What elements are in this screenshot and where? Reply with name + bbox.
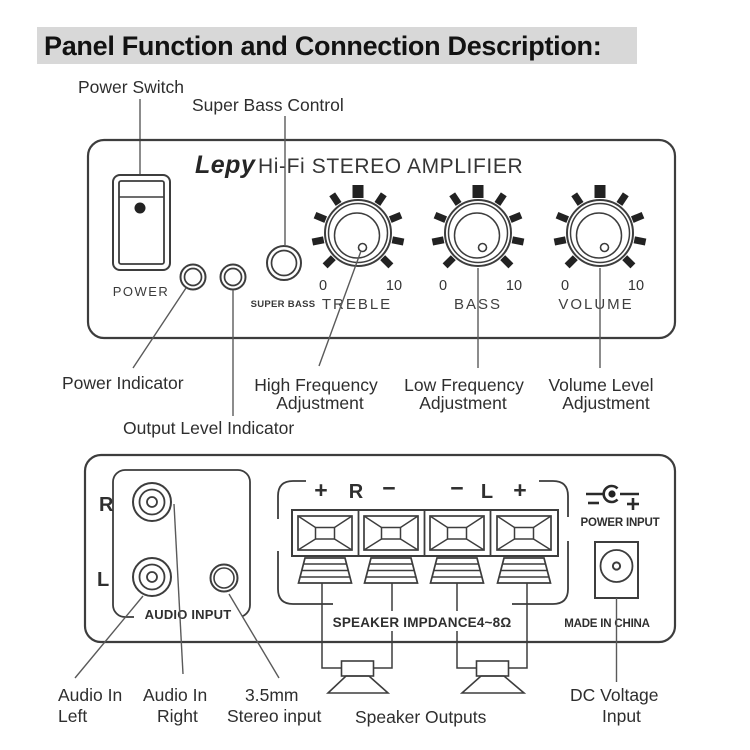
terminal-cell-diagonal [534,539,552,550]
page-title: Panel Function and Connection Description: [44,31,602,61]
knob-tick [452,194,458,204]
terminal-cell-diagonal [298,516,316,528]
speaker-outputs-label: Speaker Outputs [355,707,487,727]
dc-polarity-icon [586,486,639,510]
terminal-cell-center [448,528,467,540]
terminal-cell-diagonal [467,516,485,528]
terminal-cell-diagonal [430,516,448,528]
rear-panel [85,455,675,693]
rca-jack-left [133,558,171,596]
terminal-cell-diagonal [335,539,353,550]
volume-min: 0 [560,278,570,294]
audio-input-label: AUDIO INPUT [144,607,232,622]
super-bass-knob [251,246,316,310]
knob-tick-top [353,185,364,198]
dc-voltage-label-line2: Input [602,706,641,726]
treble-max: 10 [385,278,403,294]
bass-knob-pointer [479,244,487,252]
power-indicator-label: Power Indicator [62,373,184,393]
high-frequency-label-line2: Adjustment [276,393,364,413]
terminal-minus-right-channel: − [382,475,396,501]
power-input-label: POWER INPUT [580,517,660,529]
output-level-indicator-label: Output Level Indicator [123,418,295,438]
knob-tick [392,240,403,242]
super-bass-label: SUPER BASS [250,299,316,310]
knob-tick [445,258,453,266]
impedance-label: SPEAKER IMPDANCE4~8Ω [332,615,512,630]
terminal-r-label: R [348,481,364,503]
volume-level-label-line1: Volume Level [548,375,654,395]
terminal-cell-center [316,528,335,540]
low-frequency-label-line2: Adjustment [419,393,507,413]
speaker-icon-left-channel [462,661,524,693]
knob-tick [567,258,575,266]
knob-tick [574,194,580,204]
knob-tick [510,215,521,219]
rca-right-label: R [99,494,114,516]
knob-tick [634,240,645,242]
knob-tick [632,215,643,219]
rca-left-label: L [97,569,110,591]
audio-input-section [97,470,250,622]
knob-tick [390,215,401,219]
terminal-cell-diagonal [534,516,552,528]
terminal-cell-diagonal [401,516,419,528]
speaker-terminal-block [292,510,558,583]
title-bar [37,27,637,64]
audio-in-left-label-line1: Audio In [58,685,123,705]
low-frequency-label-line1: Low Frequency [404,375,524,395]
knob-tick [312,240,323,242]
terminal-cell-diagonal [497,539,515,550]
terminal-l-label: L [480,481,494,503]
volume-max: 10 [627,278,645,294]
stereo-input-label-line1: 3.5mm [245,685,299,705]
audio-in-right-leader [174,504,183,674]
terminal-cell-diagonal [364,516,382,528]
terminal-cell-diagonal [467,539,485,550]
brand-logo: Lepy [195,151,256,179]
knob-tick-top [595,185,606,198]
dc-jack-barrel [601,550,633,582]
front-panel [88,140,675,338]
power-label: POWER [112,284,170,299]
knob-tick [512,240,523,242]
knob-tick [554,240,565,242]
output-level-indicator-led [221,265,246,290]
knob-tick [432,240,443,242]
power-switch-bezel [113,175,170,270]
terminal-cell-diagonal [497,516,515,528]
rocker-dot [135,203,146,214]
audio-in-left-label-line2: Left [58,706,88,726]
rca-jack-right [133,483,171,521]
super-bass-control-label: Super Bass Control [192,95,344,115]
bass-label: BASS [453,296,503,313]
audio-in-right-label-line2: Right [157,706,198,726]
knob-tick [497,194,503,204]
terminal-minus-left-channel: − [450,475,464,501]
power-indicator-leader [133,288,186,368]
knob-tick [383,258,391,266]
stereo-input-label-line2: Stereo input [227,706,322,726]
knob-tick [377,194,383,204]
knob-tick-top [473,185,484,198]
bass-min: 0 [438,278,448,294]
terminal-cell-diagonal [364,539,382,550]
knob-tick [619,194,625,204]
treble-knob [312,185,403,313]
knob-tick [315,215,326,219]
terminal-plus-left-channel: + [513,477,527,503]
volume-label: VOLUME [558,296,634,313]
knob-tick [503,258,511,266]
bass-max: 10 [505,278,523,294]
stereo-input-leader [229,594,279,678]
high-frequency-label-line1: High Frequency [254,375,378,395]
power-switch-label: Power Switch [78,77,185,97]
knob-tick [557,215,568,219]
power-switch [113,175,170,299]
terminal-cell-diagonal [430,539,448,550]
speaker-icon-right-channel [328,661,388,693]
stereo-mini-jack [211,565,238,592]
terminal-cell-diagonal [298,539,316,550]
power-switch-rocker [119,181,164,264]
treble-min: 0 [318,278,328,294]
power-input-section [564,486,659,630]
terminal-plus-right-channel: + [314,477,328,503]
model-name: Hi-Fi STEREO AMPLIFIER [258,155,524,178]
dc-jack-pin [613,562,620,569]
knob-tick [435,215,446,219]
power-indicator-led [181,265,206,290]
audio-in-right-label-line1: Audio In [143,685,208,705]
treble-label: TREBLE [321,296,393,313]
made-in-label: MADE IN CHINA [564,618,650,630]
knob-tick [325,258,333,266]
terminal-cell-diagonal [335,516,353,528]
volume-knob-pointer [601,244,609,252]
volume-level-label-line2: Adjustment [562,393,650,413]
treble-knob-pointer [359,244,367,252]
knob-tick [625,258,633,266]
terminal-cell-center [382,528,401,540]
knob-tick [332,194,338,204]
terminal-cell-diagonal [401,539,419,550]
terminal-cell-center [515,528,534,540]
dc-voltage-label-line1: DC Voltage [570,685,659,705]
